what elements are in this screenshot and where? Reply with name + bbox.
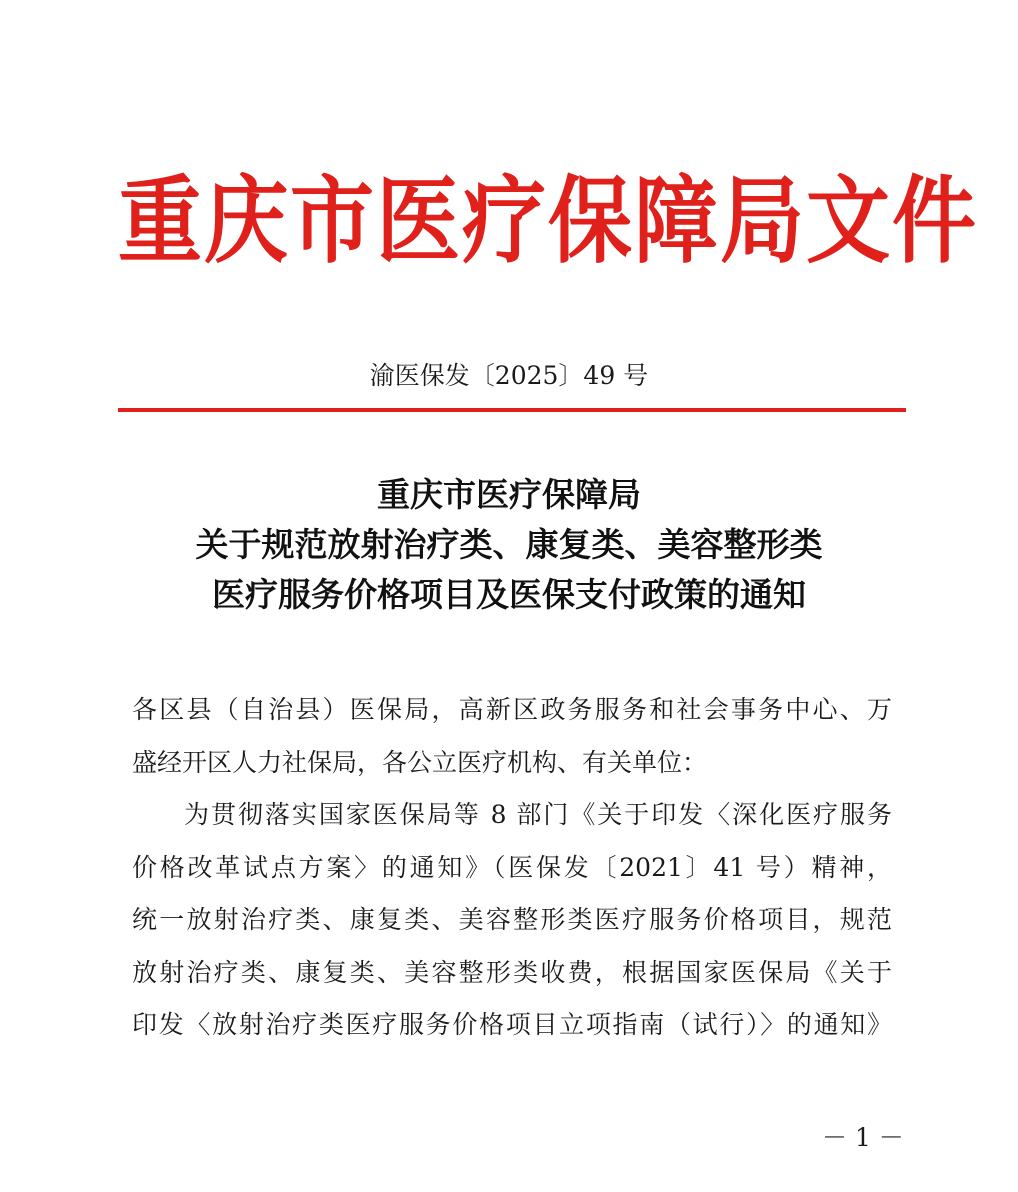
document-header-title: 重庆市医疗保障局文件 — [118, 165, 979, 276]
notice-title-line-1: 重庆市医疗保障局 — [377, 475, 641, 514]
body-line-1: 各区县（自治县）医保局，高新区政务服务和社会事务中心、万 — [132, 695, 892, 724]
red-divider-line — [118, 408, 906, 412]
notice-title-line-2: 关于规范放射治疗类、康复类、美容整形类 — [195, 525, 823, 564]
body-line-4: 价格改革试点方案〉的通知》（医保发〔2021〕41 号）精神， — [132, 852, 892, 882]
notice-title — [0, 470, 1018, 620]
body-line-5: 统一放射治疗类、康复类、美容整形类医疗服务价格项目，规范 — [132, 905, 892, 934]
notice-body — [132, 684, 892, 1052]
body-line-3: 为贯彻落实国家医保局等 8 部门《关于印发〈深化医疗服务 — [184, 800, 892, 829]
document-number: 渝医保发〔2025〕49 号 — [369, 361, 649, 390]
page-number: － 1 － — [822, 1123, 904, 1152]
body-line-6: 放射治疗类、康复类、美容整形类收费，根据国家医保局《关于 — [132, 957, 892, 987]
body-line-2: 盛经开区人力社保局，各公立医疗机构、有关单位： — [132, 747, 708, 777]
body-line-7: 印发〈放射治疗类医疗服务价格项目立项指南（试行）〉的通知》 — [132, 1010, 892, 1039]
notice-title-line-3: 医疗服务价格项目及医保支付政策的通知 — [212, 575, 806, 614]
